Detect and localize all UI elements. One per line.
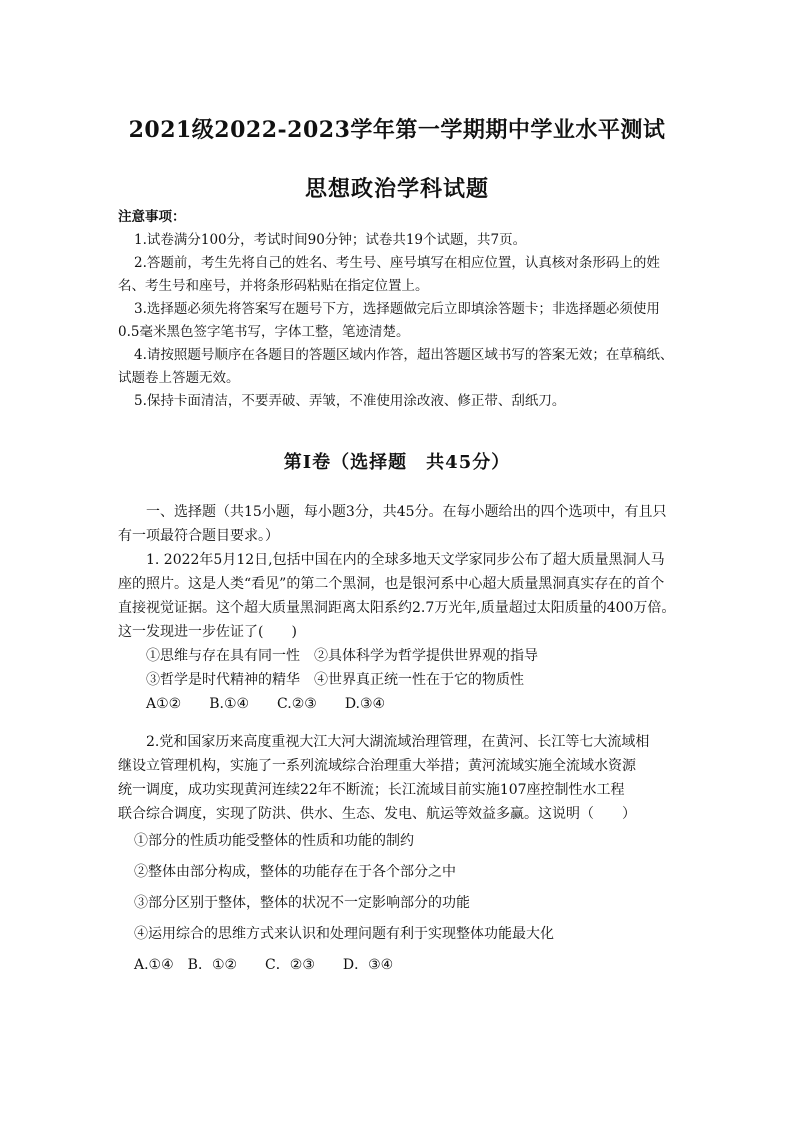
question-text-line: 统一调度，成功实现黄河连续22年不断流；长江流域目前实施107座控制性水工程 — [118, 782, 625, 798]
section-title: 第Ⅰ卷（选择题 共45分） — [283, 452, 511, 473]
notice-line: 2.答题前，考生先将自己的姓名、考生号、座号填写在相应位置，认真核对条形码上的姓 — [134, 255, 660, 271]
subject-title: 思想政治学科试题 — [304, 176, 489, 202]
notice-title: 注意事项： — [118, 209, 186, 225]
question-text-line: 1. 2022年5月12日,包括中国在内的全球多地天文学家同步公布了超大质量黑洞人马 — [146, 552, 665, 568]
question-text-line: 座的照片。这是人类“看见”的第二个黑洞，也是银河系中心超大质量黑洞真实存在的首个 — [118, 576, 665, 592]
question-text-line: 联合综合调度，实现了防洪、供水、生态、发电、航运等效益多赢。这说明（ ） — [118, 806, 636, 822]
statement-line: ②整体由部分构成，整体的功能存在于各个部分之中 — [134, 864, 456, 880]
notice-line: 3.选择题必须先将答案写在题号下方，选择题做完后立即填涂答题卡；非选择题必须使用 — [134, 301, 660, 317]
answer-options: A①② B.①④ C.②③ D.③④ — [146, 696, 386, 712]
notice-line: 1.试卷满分100分，考试时间90分钟；试卷共19个试题，共7页。 — [134, 232, 527, 248]
exam-title: 2021级2022-2023学年第一学期期中学业水平测试 — [128, 117, 666, 143]
question-1 — [118, 548, 690, 716]
notice-line: 0.5毫米黑色签字笔书写，字体工整，笔迹清楚。 — [118, 324, 410, 340]
answer-options: A.①④ B．①② C．②③ D．③④ — [134, 957, 394, 973]
question-2-statements — [118, 826, 690, 981]
notice-line: 5.保持卡面清洁，不要弄破、弄皱，不准使用涂改液、修正带、刮纸刀。 — [134, 393, 566, 409]
question-text-line: 直接视觉证据。这个超大质量黑洞距离太阳系约2.7万光年,质量超过太阳质量的400万倍。 — [118, 600, 676, 616]
notice-line: 试题卷上答题无效。 — [118, 370, 240, 386]
question-text-line: 继设立管理机构，实施了一系列流域综合治理重大举措；黄河流域实施全流域水资源 — [118, 758, 636, 774]
statement-line: ④运用综合的思维方式来认识和处理问题有利于实现整体功能最大化 — [134, 926, 554, 942]
intro-line: 有一项最符合题目要求。） — [118, 528, 279, 544]
statement-line: ①部分的性质功能受整体的性质和功能的制约 — [134, 833, 414, 849]
question-text-line: 这一发现进一步佐证了( ) — [118, 624, 297, 640]
notice-line: 4.请按照题号顺序在各题目的答题区域内作答，超出答题区域书写的答案无效；在草稿纸、 — [134, 347, 674, 363]
statement-line: ③哲学是时代精神的精华 ④世界真正统一性在于它的物质性 — [146, 672, 524, 688]
section-intro — [118, 500, 690, 548]
statement-line: ③部分区别于整体，整体的状况不一定影响部分的功能 — [134, 895, 470, 911]
question-text-line: 2.党和国家历来高度重视大江大河大湖流域治理管理，在黄河、长江等七大流域相 — [146, 734, 650, 750]
notice-section — [118, 206, 690, 413]
statement-line: ①思维与存在具有同一性 ②具体科学为哲学提供世界观的指导 — [146, 648, 538, 664]
intro-line: 一、选择题（共15小题，每小题3分，共45分。在每小题给出的四个选项中，有且只 — [146, 504, 667, 520]
question-2 — [118, 730, 690, 826]
notice-line: 名、考生号和座号，并将条形码粘贴在指定位置上。 — [118, 278, 429, 294]
